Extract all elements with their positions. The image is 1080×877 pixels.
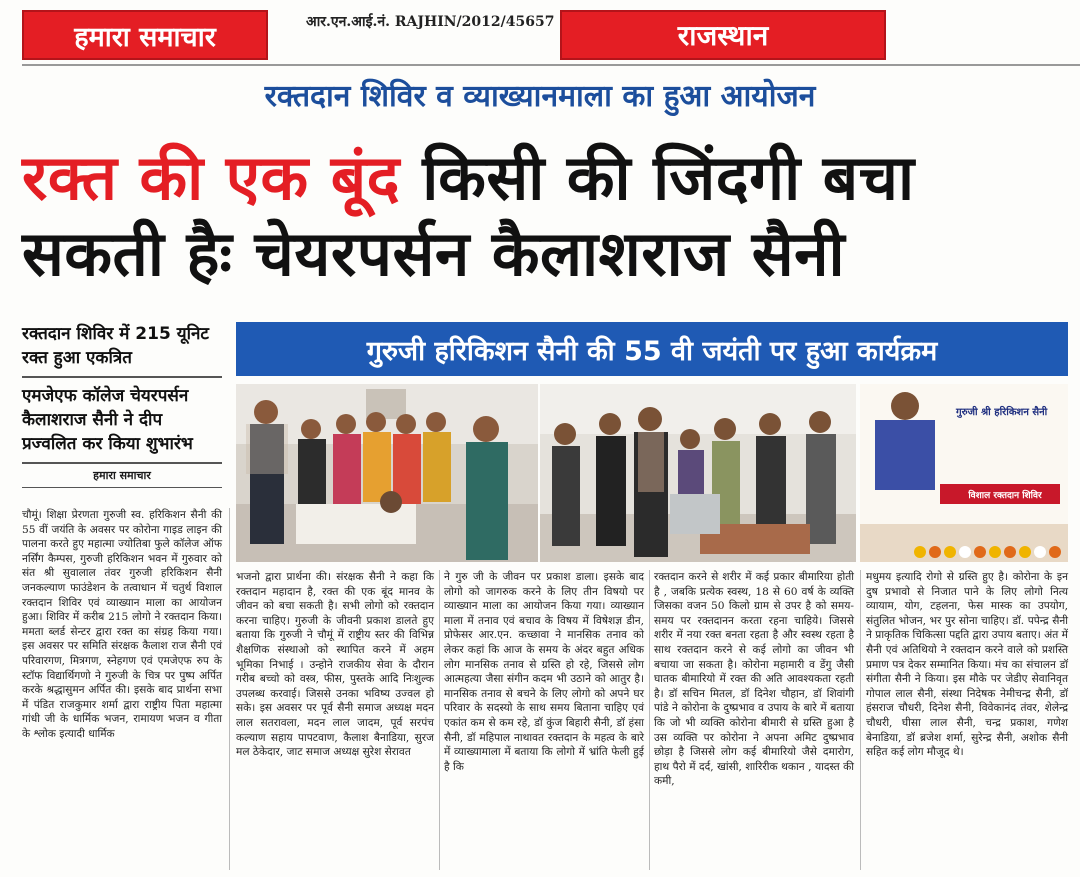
article-column-1: चौमूं। शिक्षा प्रेरणता गुरुजी स्व. हरिकिशन सैनी की 55 वीं जयंति के अवसर पर कोरोना गाइड लाइन की पालना करते हुए महात्मा ज्योतिबा फुले कॉलेज ऑफ नर्सिंग कैम्पस, गुरुजी हरिकिशन भवन में गुरुवार को संत श्री सुवालाल तंवर गुरुजी हरिकिशन सैनी जनकल्याण फाउंडेशन के तत्वाधान में चतुर्थ विशाल रक्तदान शिविर एवं व्याख्यान माला का आयोजन हुआ। शिविर में करीब 215 लोगो ने रक्तदान किया। ममता ब्लर्ड सेन्टर द्वारा रक्त का संग्रह किया गया। इस अवसर पर समिति संरक्षक कैलाश राज सैनी एवं परिवारगण, मित्रगण, स्नेहगण एवं एमजेएफ रुप के स्टॉफ विद्यार्थिगणो ने गुरुजी के चित्र पर पुष्प अर्पित करके श्रद्धासुमन अर्पित की। इसके बाद प्रार्थना सभा में पंडित राजकुमार शर्मा द्वारा राष्ट्रीय पिता महात्मा गांधी जी के धार्मिक भजन, रामायण भजन व गीता के श्लोक इत्यादी धार्मिक: [22, 509, 222, 740]
headline: [22, 140, 1080, 292]
article-column-5: मधुमय इत्यादि रोगो से ग्रस्ति हुए है। कोरोना के इन दुष प्रभावो से निजात पाने के लिए लोगो नित्य व्यायाम, योग, टहलना, फेस मास्क का उपयोग, संतुलित भोजन, भर पुर सोना चाहिए। डॉ. पपेन्द्र सैनी ने प्राकृतिक चिकित्सा पद्दति द्वारा उपाय बताए। अंत में सैनी एवं अतिथियो ने रक्तदान करने वाले को प्रशस्ति प्रमाण पत्र देकर सम्मानित किया। मंच का संचालन डॉ संगीता सैनी ने किया। इस मौके पर जेडीए सेवानिवृत गोपाल लाल सैनी, संस्था निदेषक नेमीचन्द्र सैनी, डॉ हंसराज चौधरी, दिनेश सैनी, विवेकानंद तंवर, शेलेन्द्र चौधरी, घीसा लाल सैनी, चन्द्र प्रकाश, गणेश बेनाडिया, डॉ ब्रजेश शर्मा, सुरेन्द्र सैनी, अशोक सैनी सहित कई लोग मौजूद थे।: [866, 571, 1068, 759]
subhead-1: रक्तदान शिविर में 215 यूनिट रक्त हुआ एकत्रित: [22, 322, 222, 378]
column-rule: [860, 570, 861, 870]
headline-line-1: [22, 140, 1080, 216]
headline-red-part: रक्त की एक बूंद: [22, 141, 401, 214]
subhead-2: एमजेएफ कॉलेज चेयरपर्सन कैलाशराज सैनी ने दीप प्रज्वलित कर किया शुभारंभ: [22, 378, 222, 464]
article-column-3: ने गुरु जी के जीवन पर प्रकाश डाला। इसके बाद लोगो को जागरुक करने के लिए तीन विषयो पर व्याख्यान माला का आयोजन किया गया। व्याख्यान माला में तनाव एवं बचाव के विषय में विषेशज्ञ डीन, प्रोफेसर आर.एन. कच्छावा ने मानसिक तनाव को लेकर कहां कि आज के समय के अंदर बहुत अधिक लोग मानसिक तनाव से ग्रस्ति हो रहे, जिससे लोग आत्महत्या जैसा संगीन कदम भी उठाने को आतुर है। मानसिक तनाव से बचने के लिए लोगो को अपने घर परिवार के सदस्यो के साथ समय बिताना चाहिए एवं एकांत कम से कम रहे, डॉ कुंज बिहारी सैनी, डॉ हंसा सैनी, डॉ महिपाल नाथावत रक्तदान के महत्व के बारे में व्याख्यामाला में बताया कि लोगो में भ्रांति फेली हुई है कि: [444, 571, 644, 773]
poster-title: गुरुजी श्री हरिकिशन सैनी: [956, 407, 1048, 418]
headline-rest: किसी की जिंदगी बचा: [422, 141, 915, 214]
newspaper-brand: हमारा समाचार: [22, 10, 268, 60]
article-column-4: रक्तदान करने से शरीर में कई प्रकार बीमारिया होती है , जबकि प्रत्येक स्वस्थ, 18 से 60 वर्ष के व्यक्ति जिसका वजन 50 किलो ग्राम से उपर है को समय-समय पर रक्तदानन करता रहना चाहिये। जिससे शरीर में नया रक्त बनता रहता है और स्वस्थ रहता है साथ रक्तदान करने से कई लोगो का जीवन भी बचाया जा सकता है। कोरोना महामारी व डेंगु जैसी घातक बीमारियो में रक्त की अति आवश्यकता रहती है। डॉ सचिन मितल, डॉ दिनेश चौहान, डॉ शिवांगी पांडे ने कोरोना के दुष्प्रभाव व उपाय के बारे में बताया कि जो भी व्यक्ति कोरोना बीमारी से ग्रस्ति हुआ है उस व्यक्ति पर कोरोना ने अपना अमिट दुष्प्रभाव छोड़ा है जिससे लोग कई बीमारियो जैसे दमारोग, हाथ पैरो में दर्द, खांसी, शारिरीक थकान , यादस्त की कमी,: [654, 571, 854, 788]
photo-tribute-poster: [860, 384, 1068, 562]
photo-blood-donation-group: [236, 384, 538, 562]
article-column-2: भजनो द्वारा प्रार्थना की। संरक्षक सैनी ने कहा कि रक्तदान महादान है, रक्त की एक बूंद मानव के जीवन को बचा सकती है। सभी लोगो को रक्तदान करना चाहिए। गुरुजी के जीवनी प्रकाश डालते हुए बताया कि गुरुजी ने चौमूं में राष्ट्रीय स्तर की विभिन्न शैक्षणिक संस्थाओ को स्थापित करने में अहम भूमिका निभाई । उन्होने राजकीय सेवा के दौरान गरीब बच्चो को वस्त्र, फीस, पुस्तके आदि निःशुल्क उपलब्ध करवाई। जिससे उनका भविष्य उज्वल हो सके। इस अवसर पर पूर्व सैनी समाज अध्यक्ष मदन लाल सतरावला, मदन लाल जादम, पूर्व सरपंच कल्याण सहाय पापटवाण, कैलाश बैनाडिया, सुरज मल ठेकेदार, जाट समाज अध्यक्ष सुरेश सेरावत: [236, 571, 434, 759]
poster-event: विशाल रक्तदान शिविर: [968, 491, 1042, 501]
column-rule: [439, 570, 440, 870]
column-rule: [649, 570, 650, 870]
event-banner: गुरुजी हरिकिशन सैनी की 55 वी जयंती पर हुआ कार्यक्रम: [236, 322, 1068, 376]
left-subheads: [22, 322, 222, 488]
section-state: राजस्थान: [560, 10, 886, 60]
headline-line-2: सकती हैः चेयरपर्सन कैलाशराज सैनी: [22, 217, 846, 290]
registration-number: आर.एन.आई.नं. RAJHIN/2012/45657: [306, 14, 555, 30]
column-rule: [229, 508, 230, 870]
masthead: [0, 0, 1080, 68]
byline: हमारा समाचार: [22, 464, 222, 488]
top-rule: [22, 64, 1080, 66]
kicker: रक्तदान शिविर व व्याख्यानमाला का हुआ आयोजन: [264, 79, 816, 114]
photo-officials-at-camp: [540, 384, 856, 562]
